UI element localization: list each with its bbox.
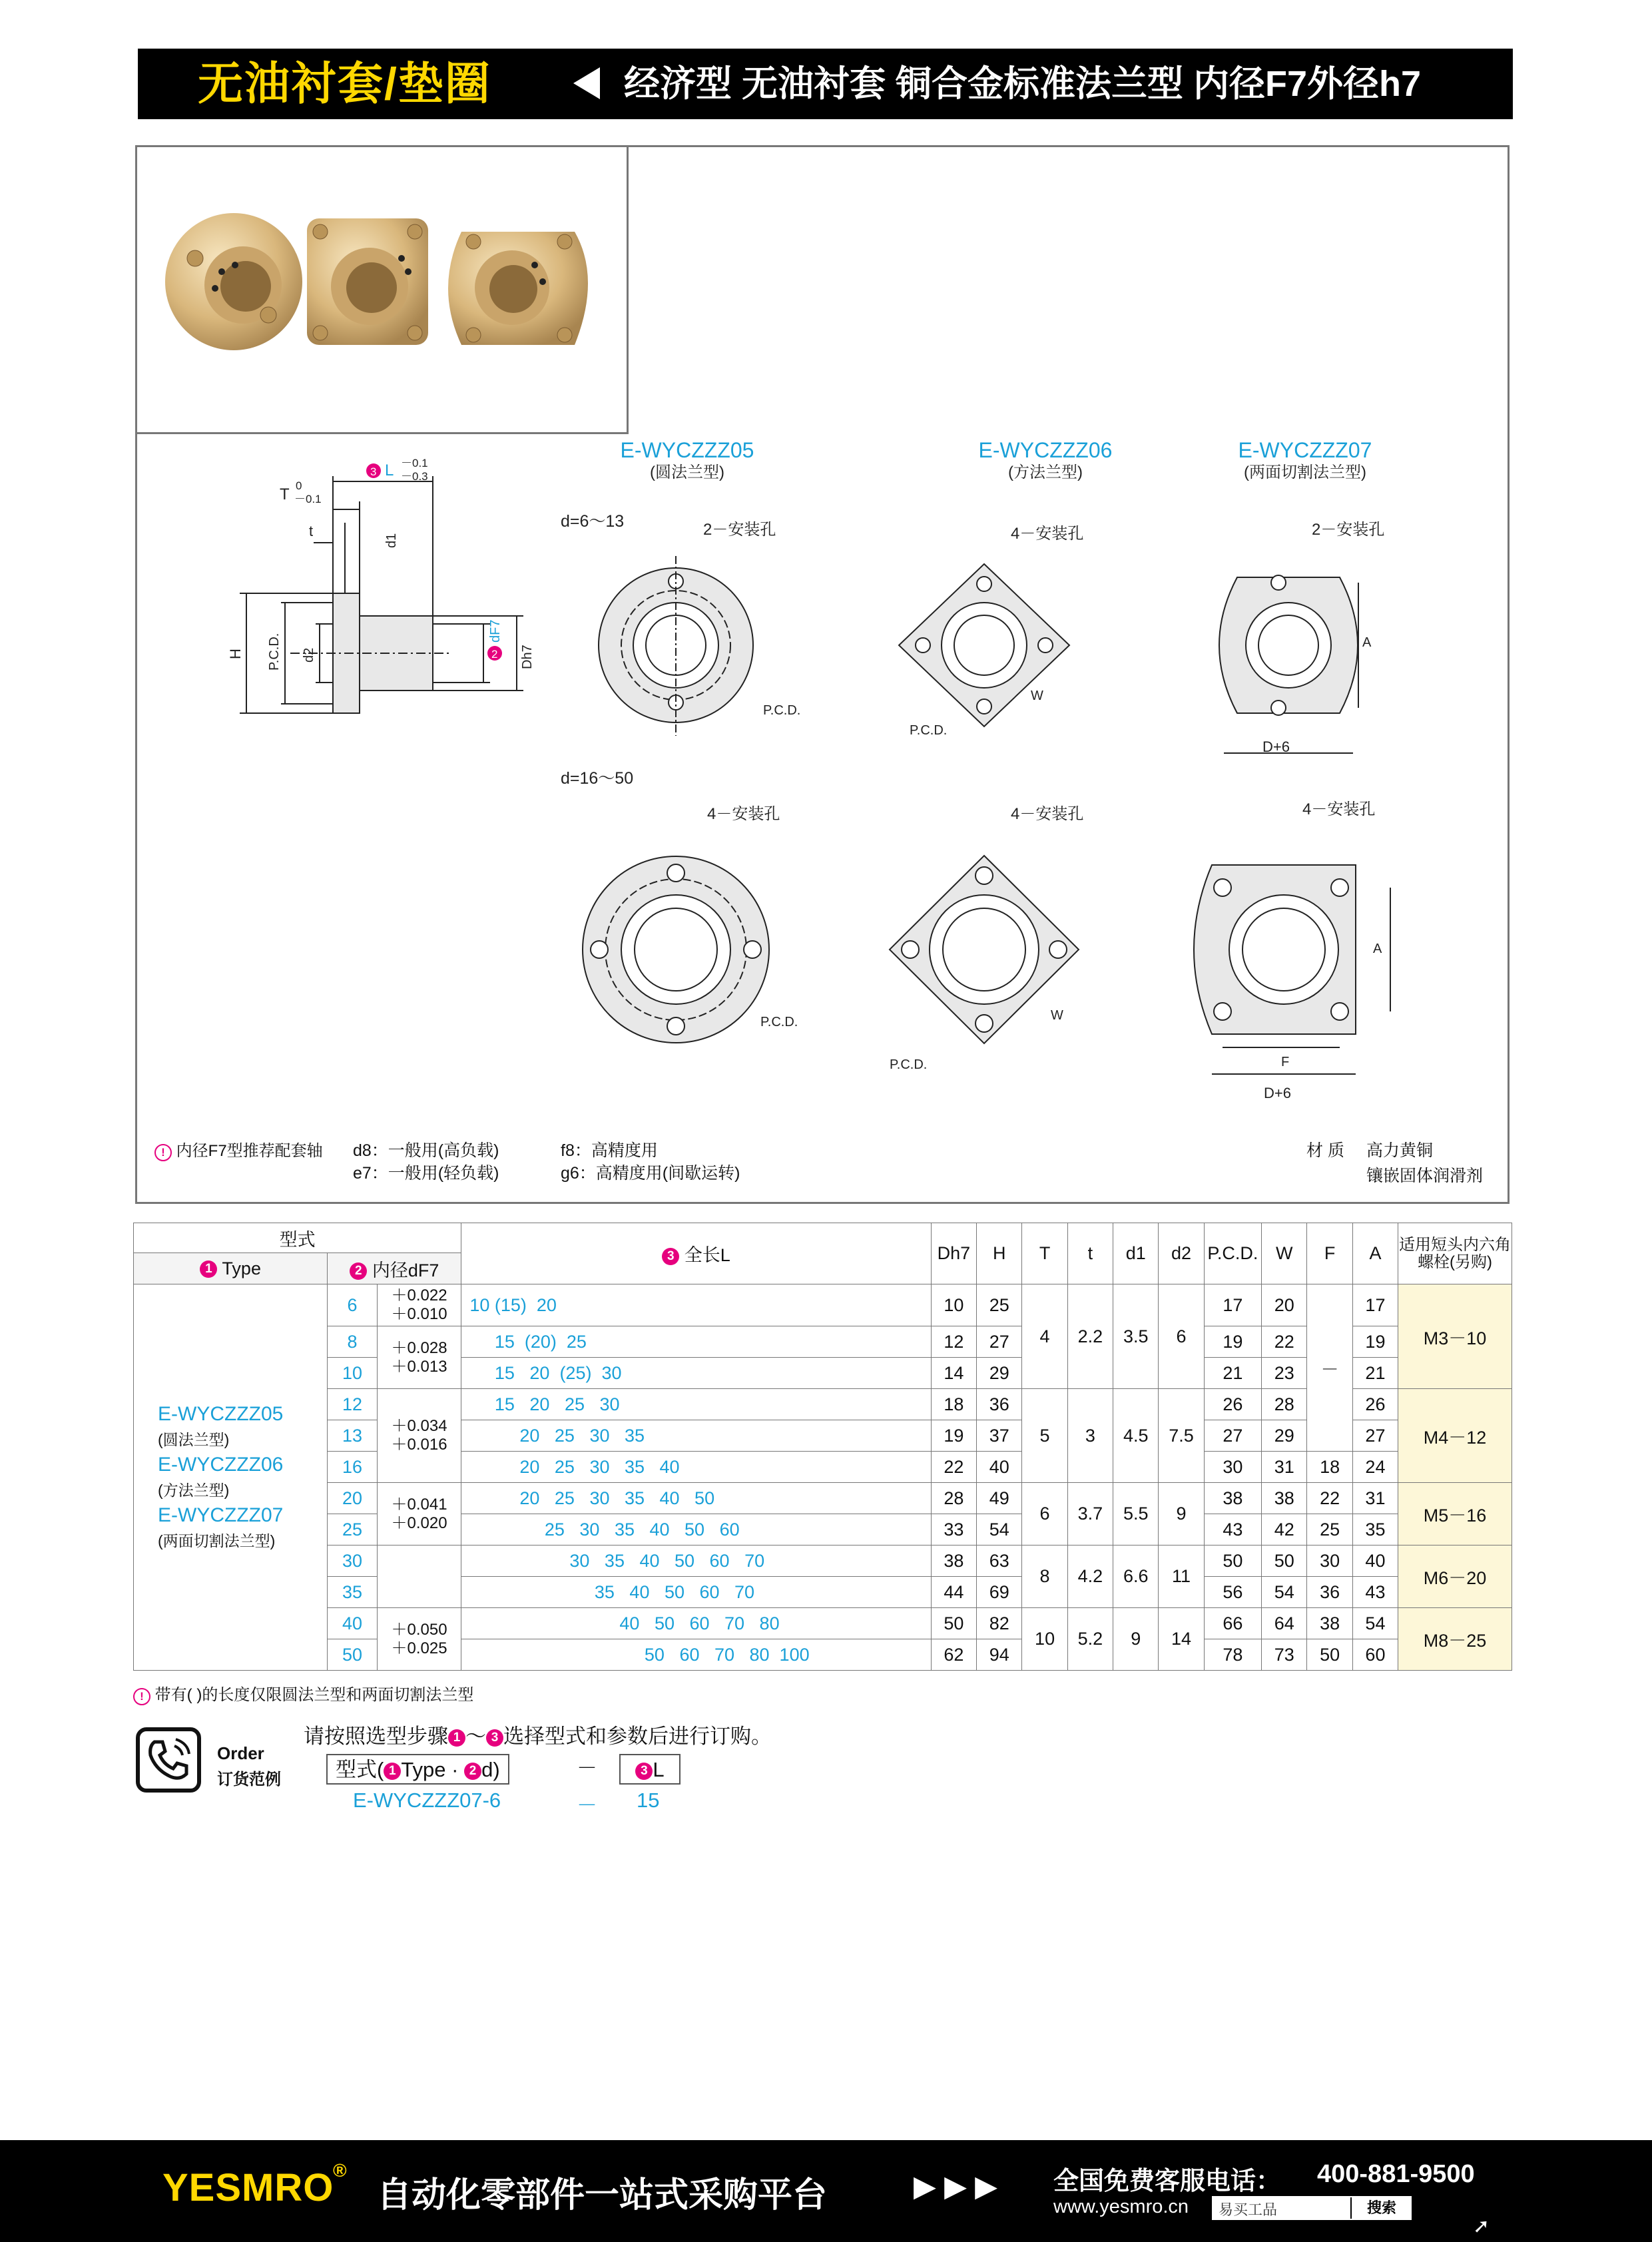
note-e7: e7：一般用(轻负载) <box>353 1164 499 1183</box>
svg-text:－0.1: －0.1 <box>401 457 428 469</box>
row-d: 12 <box>328 1389 377 1420</box>
search-button[interactable]: 搜索 <box>1350 2197 1412 2219</box>
note-g6: g6：高精度用(间歇运转) <box>561 1164 740 1183</box>
header-Dh7: Dh7 <box>931 1223 976 1284</box>
pcd-label-1: P.C.D. <box>763 703 801 718</box>
row-length: 40 50 60 70 80 <box>461 1608 931 1639</box>
header-F: F <box>1307 1223 1352 1284</box>
header-d2: d2 <box>1159 1223 1204 1284</box>
row-length: 15 20 25 30 <box>461 1389 931 1420</box>
row-length: 15 20 (25) 30 <box>461 1358 931 1389</box>
note-f8: f8：高精度用 <box>561 1141 658 1160</box>
product-photo-box <box>135 145 629 434</box>
holes-label-1: 2－安装孔 <box>703 521 776 539</box>
order-title-cn: 订货范例 <box>217 1771 281 1789</box>
header-T: T <box>1022 1223 1067 1284</box>
d6-label-1: D+6 <box>1262 738 1290 755</box>
category-title: 无油衬套/垫圈 <box>198 59 491 109</box>
material-label: 材 质 <box>1306 1141 1344 1160</box>
cut-flange-large <box>1194 865 1390 1074</box>
order-example-dash: － <box>577 1794 597 1817</box>
type05-name: (圆法兰型) <box>650 463 724 481</box>
type06-code: E-WYCZZZ06 <box>978 438 1113 462</box>
row-length: 15 (20) 25 <box>461 1326 931 1358</box>
header-H: H <box>977 1223 1022 1284</box>
type07-code: E-WYCZZZ07 <box>1238 438 1372 462</box>
round-flange-photo <box>165 213 302 350</box>
round-flange-small <box>599 556 753 736</box>
technical-drawings <box>137 436 1508 1202</box>
row-length: 30 35 40 50 60 70 <box>461 1545 931 1577</box>
row-d: 6 <box>328 1284 377 1326</box>
side-Dh7: Dh7 <box>520 645 535 669</box>
holes-label-4: 4－安装孔 <box>707 805 780 823</box>
row-d: 25 <box>328 1514 377 1545</box>
row-length: 20 25 30 35 40 50 <box>461 1483 931 1514</box>
row-d: 35 <box>328 1577 377 1608</box>
pcd-label-4: P.C.D. <box>890 1057 928 1072</box>
row-length: 35 40 50 60 70 <box>461 1577 931 1608</box>
brand-logo: YESMRO <box>162 2166 334 2209</box>
side-pcd: P.C.D. <box>267 633 282 671</box>
range-small: d=6～13 <box>561 512 625 531</box>
side-dF7: dF7 <box>488 619 503 643</box>
step-2-marker: 2 <box>491 648 498 661</box>
hotline-label: 全国免费客服电话： <box>1053 2167 1282 2195</box>
w-label-2: W <box>1051 1008 1063 1023</box>
svg-text:－0.3: －0.3 <box>401 470 428 483</box>
square-flange-photo <box>307 218 428 345</box>
row-length: 20 25 30 35 40 <box>461 1452 931 1483</box>
f-label: F <box>1281 1055 1290 1069</box>
header-t: t <box>1067 1223 1113 1284</box>
holes-label-5: 4－安装孔 <box>1011 805 1084 823</box>
footer-url[interactable]: www.yesmro.cn <box>1053 2196 1189 2217</box>
footer-arrows-icon: ▶ ▶ ▶ <box>914 2170 997 2203</box>
row-d: 50 <box>328 1639 377 1671</box>
a-label-2: A <box>1373 942 1382 956</box>
type-codes: E-WYCZZZ05 (圆法兰型) E-WYCZZZ06 (方法兰型) E-WYCZZZ07 (两面切割法兰型) <box>134 1284 328 1671</box>
header-d1: d1 <box>1113 1223 1159 1284</box>
row-length: 25 30 35 40 50 60 <box>461 1514 931 1545</box>
material-1: 高力黄铜 <box>1366 1141 1434 1160</box>
header-bolt: 适用短头内六角螺栓(另购) <box>1398 1223 1512 1284</box>
side-t: t <box>309 523 314 539</box>
footer-slogan: 自动化零部件一站式采购平台 <box>377 2176 828 2215</box>
type05-code: E-WYCZZZ05 <box>620 438 754 462</box>
cut-flange-photo <box>448 232 588 345</box>
header-inner: 2 内径dF7 <box>328 1253 461 1284</box>
w-label-1: W <box>1031 689 1043 703</box>
row-d: 40 <box>328 1608 377 1639</box>
row-length: 50 60 70 80 100 <box>461 1639 931 1671</box>
row-d: 20 <box>328 1483 377 1514</box>
header-W: W <box>1262 1223 1307 1284</box>
order-type-box: 型式( 1 Type · 2 d) <box>326 1754 509 1785</box>
back-arrow-icon <box>573 67 600 99</box>
table-footnote: ! 带有( )的长度仅限圆法兰型和两面切割法兰型 <box>133 1681 473 1705</box>
header-type1: 1 Type <box>134 1253 328 1284</box>
side-H: H <box>227 649 244 659</box>
row-d: 10 <box>328 1358 377 1389</box>
shaft-note: ! 内径F7型推荐配套轴 <box>154 1137 323 1161</box>
header-pcd: P.C.D. <box>1204 1223 1261 1284</box>
pcd-label-3: P.C.D. <box>760 1015 798 1029</box>
a-label-1: A <box>1362 635 1372 650</box>
order-dash: － <box>577 1757 597 1780</box>
holes-label-2: 4－安装孔 <box>1011 525 1084 543</box>
side-d2: d2 <box>302 647 316 663</box>
side-view <box>240 476 523 713</box>
header-length: 3 全长L <box>461 1223 931 1284</box>
product-title: 经济型 无油衬套 铜合金标准法兰型 内径F7外径h7 <box>624 64 1422 104</box>
spec-table: 型式 3 全长L Dh7 H T t d1 d2 P.C.D. W F A 适用短头内六角螺栓(另购) 1 Type 2 内径dF7 E-WYCZZZ05 (圆法兰型) E-WYCZZZ06 (方法兰型) E-WYCZZZ07 (两面切割法兰型) 6 ＋0.022 ＋0.010 10 (15) 20 10 25 4 2.2 3.5 6 17 20 － 17 M3－10 8 ＋0.028 ＋0.013 15 (20) 25 12 27 19 22 19 10 15 20 (25) 30 14 29 21 23 21 12 ＋0.034 ＋0.016 15 20 25 30 18 36 5 3 4.5 7.5 26 28 26 M4－12 13 20 25 30 35 19 37 27 29 27 16 20 25 30 35 40 22 40 30 31 18 24 20 ＋0.041 ＋0.020 20 25 30 35 40 50 28 49 6 3.7 5.5 9 38 38 22 31 M5－16 25 25 30 35 40 50 60 33 54 43 42 25 35 30 30 35 40 50 60 70 38 63 8 4.2 6.6 11 50 50 30 40 M6－20 35 35 40 50 60 70 44 69 56 54 36 43 40 ＋0.050 ＋0.025 40 50 60 70 80 50 82 10 5.2 9 14 66 64 38 54 M8－25 50 50 60 70 80 100 62 94 78 73 50 60 <box>133 1223 1512 1671</box>
order-instruction: 请按照选型步骤 1 ～ 3 选择型式和参数后进行订购。 <box>304 1725 772 1748</box>
row-d: 8 <box>328 1326 377 1358</box>
pcd-label-2: P.C.D. <box>910 723 948 738</box>
hotline-number: 400-881-9500 <box>1317 2160 1475 2188</box>
header-A: A <box>1352 1223 1398 1284</box>
side-T: T <box>280 485 290 503</box>
row-d: 13 <box>328 1420 377 1452</box>
order-example-length: 15 <box>637 1789 660 1812</box>
holes-label-3: 2－安装孔 <box>1312 521 1385 539</box>
order-title-en: Order <box>217 1743 264 1763</box>
cursor-icon: ➚ <box>1473 2215 1490 2237</box>
d6-label-2: D+6 <box>1264 1085 1291 1101</box>
step-3-marker: 3 <box>370 465 377 478</box>
material-2: 镶嵌固体润滑剂 <box>1366 1167 1484 1185</box>
row-length: 20 25 30 35 <box>461 1420 931 1452</box>
row-d: 30 <box>328 1545 377 1577</box>
order-length-box: 3 L <box>619 1754 681 1785</box>
square-flange-small <box>899 564 1069 726</box>
side-L: L <box>385 461 394 479</box>
brand-reg: ® <box>333 2160 347 2181</box>
type06-name: (方法兰型) <box>1008 463 1083 481</box>
note-d8: d8：一般用(高负载) <box>353 1141 499 1160</box>
warning-icon: ! <box>154 1144 172 1161</box>
header-type: 型式 <box>134 1223 461 1253</box>
holes-label-6: 4－安装孔 <box>1302 800 1376 818</box>
cut-flange-small <box>1219 575 1358 753</box>
page-footer <box>0 2140 1652 2242</box>
svg-text:－0.1: －0.1 <box>294 493 322 505</box>
product-photos <box>135 145 629 434</box>
phone-icon <box>136 1727 201 1793</box>
page-header <box>138 49 1513 119</box>
side-d1: d1 <box>384 533 399 548</box>
row-d: 16 <box>328 1452 377 1483</box>
range-large: d=16～50 <box>561 769 634 788</box>
row-length: 10 (15) 20 <box>461 1284 931 1326</box>
type07-name: (两面切割法兰型) <box>1244 463 1366 481</box>
svg-text:0: 0 <box>296 479 302 492</box>
search-input[interactable]: 易买工品 <box>1219 2201 1278 2218</box>
round-flange-large <box>583 856 769 1043</box>
warning-icon: ! <box>133 1688 150 1705</box>
order-example-code: E-WYCZZZ07-6 <box>353 1789 501 1812</box>
search-box[interactable] <box>1212 2196 1412 2220</box>
